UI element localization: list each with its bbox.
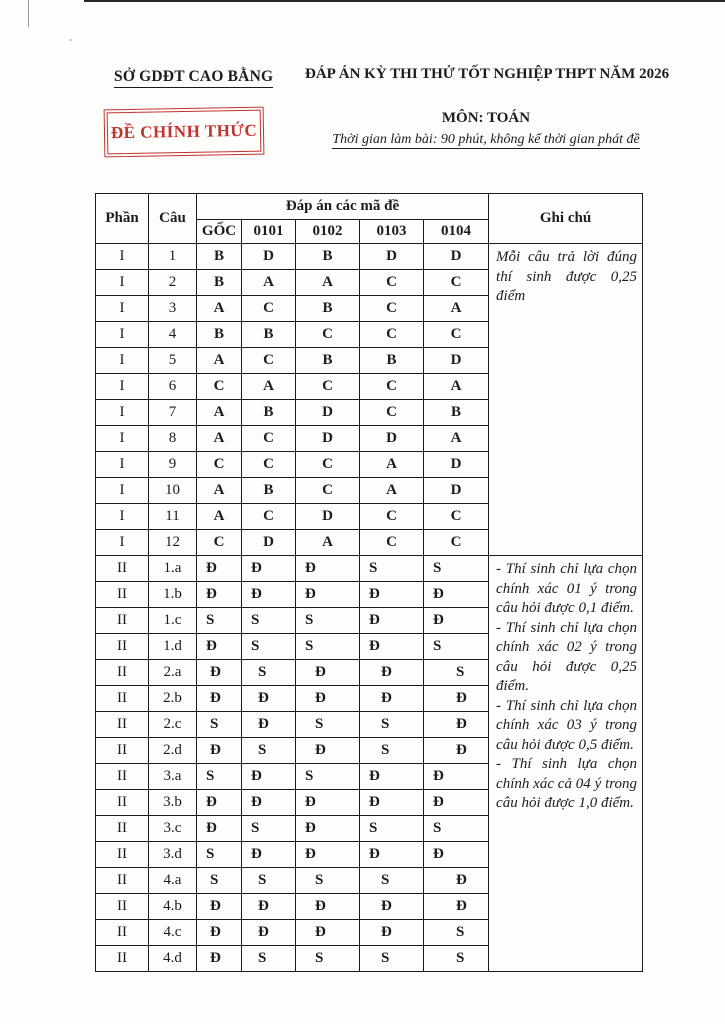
- answer-cell: A: [197, 348, 242, 374]
- part-cell: I: [96, 530, 149, 556]
- part-cell: II: [96, 868, 149, 894]
- answer-cell: A: [296, 530, 360, 556]
- answer-cell: B: [242, 478, 296, 504]
- answer-cell: Đ: [296, 790, 360, 816]
- answer-cell: C: [296, 322, 360, 348]
- answer-cell: S: [424, 920, 489, 946]
- grading-note-part1: [489, 244, 643, 556]
- answer-cell: Đ: [242, 790, 296, 816]
- answer-cell: C: [424, 322, 489, 348]
- col-header-phan: Phần: [96, 194, 149, 244]
- answer-cell: Đ: [296, 842, 360, 868]
- answer-cell: S: [360, 712, 424, 738]
- answer-cell: Đ: [242, 764, 296, 790]
- question-cell: 9: [149, 452, 197, 478]
- answer-cell: A: [242, 270, 296, 296]
- answer-cell: Đ: [296, 816, 360, 842]
- answer-cell: S: [197, 764, 242, 790]
- part-cell: I: [96, 374, 149, 400]
- answer-cell: Đ: [424, 842, 489, 868]
- answer-cell: C: [360, 374, 424, 400]
- answer-cell: C: [242, 452, 296, 478]
- question-cell: 7: [149, 400, 197, 426]
- answer-cell: C: [424, 504, 489, 530]
- answer-cell: S: [296, 764, 360, 790]
- answer-cell: C: [296, 452, 360, 478]
- answer-table-head: [96, 194, 643, 244]
- answer-cell: S: [197, 608, 242, 634]
- answer-cell: Đ: [360, 608, 424, 634]
- part-cell: II: [96, 764, 149, 790]
- part-cell: II: [96, 738, 149, 764]
- part-cell: II: [96, 608, 149, 634]
- col-header-group: Đáp án các mã đề: [197, 194, 489, 220]
- question-cell: 2.b: [149, 686, 197, 712]
- answer-cell: B: [296, 244, 360, 270]
- answer-cell: C: [242, 296, 296, 322]
- answer-cell: S: [242, 816, 296, 842]
- answer-cell: B: [197, 244, 242, 270]
- answer-cell: S: [197, 712, 242, 738]
- answer-cell: S: [296, 634, 360, 660]
- answer-cell: C: [360, 400, 424, 426]
- answer-cell: S: [424, 816, 489, 842]
- answer-cell: Đ: [296, 738, 360, 764]
- col-header-ghichu: Ghi chú: [489, 194, 643, 244]
- scan-artifact-left-line: [28, 0, 29, 27]
- grading-note-part1-text: Mỗi câu trả lời đúng thí sinh được 0,25 điểm: [496, 249, 638, 304]
- answer-cell: Đ: [296, 920, 360, 946]
- grading-note-item: - Thí sinh lựa chọn chính xác cả 04 ý trong câu hỏi được 1,0 điểm.: [496, 756, 638, 811]
- question-cell: 3.d: [149, 842, 197, 868]
- answer-cell: S: [242, 660, 296, 686]
- part-cell: II: [96, 790, 149, 816]
- answer-cell: A: [242, 374, 296, 400]
- answer-cell: D: [424, 452, 489, 478]
- answer-cell: Đ: [197, 738, 242, 764]
- question-cell: 4.d: [149, 946, 197, 972]
- answer-cell: C: [242, 426, 296, 452]
- answer-cell: A: [360, 452, 424, 478]
- answer-cell: C: [360, 270, 424, 296]
- part-cell: II: [96, 946, 149, 972]
- part-cell: II: [96, 842, 149, 868]
- answer-cell: Đ: [242, 894, 296, 920]
- answer-cell: S: [296, 608, 360, 634]
- answer-cell: C: [296, 374, 360, 400]
- answer-cell: Đ: [360, 686, 424, 712]
- part-cell: I: [96, 348, 149, 374]
- answer-cell: D: [360, 244, 424, 270]
- org-name-text: SỞ GDĐT CAO BẰNG: [114, 68, 273, 88]
- question-cell: 10: [149, 478, 197, 504]
- duration-line: [305, 132, 667, 148]
- question-cell: 5: [149, 348, 197, 374]
- question-cell: 4.b: [149, 894, 197, 920]
- answer-cell: C: [197, 530, 242, 556]
- col-header-code-0104: 0104: [424, 220, 489, 244]
- answer-cell: Đ: [197, 816, 242, 842]
- scan-artifact-speck: [69, 39, 72, 41]
- subject-line: MÔN: TOÁN: [441, 110, 531, 126]
- part-cell: II: [96, 894, 149, 920]
- answer-cell: S: [360, 868, 424, 894]
- answer-cell: Đ: [197, 790, 242, 816]
- answer-cell: D: [360, 426, 424, 452]
- part-cell: I: [96, 270, 149, 296]
- answer-cell: Đ: [242, 686, 296, 712]
- answer-cell: D: [242, 530, 296, 556]
- answer-table-body: [96, 244, 643, 972]
- answer-cell: A: [197, 400, 242, 426]
- answer-cell: A: [424, 374, 489, 400]
- question-cell: 2.d: [149, 738, 197, 764]
- scan-artifact-top-line: [84, 0, 725, 2]
- answer-cell: Đ: [197, 946, 242, 972]
- answer-cell: S: [424, 946, 489, 972]
- answer-cell: S: [360, 946, 424, 972]
- document-title: ĐÁP ÁN KỲ THI THỬ TỐT NGHIỆP THPT NĂM 2026: [305, 66, 670, 82]
- answer-cell: A: [197, 504, 242, 530]
- answer-cell: S: [360, 816, 424, 842]
- question-cell: 1.d: [149, 634, 197, 660]
- answer-cell: B: [360, 348, 424, 374]
- answer-cell: Đ: [197, 686, 242, 712]
- answer-cell: Đ: [242, 920, 296, 946]
- answer-cell: C: [197, 374, 242, 400]
- answer-cell: Đ: [242, 556, 296, 582]
- answer-cell: D: [296, 400, 360, 426]
- question-cell: 1: [149, 244, 197, 270]
- part-cell: II: [96, 556, 149, 582]
- answer-cell: S: [242, 868, 296, 894]
- question-cell: 1.c: [149, 608, 197, 634]
- col-header-code-0101: 0101: [242, 220, 296, 244]
- answer-cell: B: [424, 400, 489, 426]
- question-cell: 3.a: [149, 764, 197, 790]
- part-cell: II: [96, 660, 149, 686]
- answer-cell: A: [197, 296, 242, 322]
- answer-cell: Đ: [296, 582, 360, 608]
- answer-cell: B: [296, 296, 360, 322]
- answer-cell: D: [424, 244, 489, 270]
- question-cell: 1.a: [149, 556, 197, 582]
- question-cell: 1.b: [149, 582, 197, 608]
- answer-cell: Đ: [424, 738, 489, 764]
- question-cell: 3.b: [149, 790, 197, 816]
- part-cell: I: [96, 296, 149, 322]
- answer-cell: Đ: [197, 660, 242, 686]
- answer-cell: B: [242, 322, 296, 348]
- answer-cell: Đ: [197, 634, 242, 660]
- answer-cell: S: [197, 842, 242, 868]
- answer-cell: Đ: [242, 582, 296, 608]
- answer-cell: A: [197, 426, 242, 452]
- answer-key-table: [95, 193, 643, 972]
- table-row: [96, 244, 643, 270]
- answer-cell: S: [296, 712, 360, 738]
- answer-cell: S: [296, 946, 360, 972]
- part-cell: I: [96, 504, 149, 530]
- answer-cell: Đ: [360, 634, 424, 660]
- official-exam-stamp: ĐỀ CHÍNH THỨC: [104, 107, 265, 158]
- answer-cell: Đ: [197, 920, 242, 946]
- answer-cell: S: [242, 946, 296, 972]
- answer-cell: S: [424, 556, 489, 582]
- org-name: [114, 68, 273, 86]
- answer-cell: C: [296, 478, 360, 504]
- grading-note-item: - Thí sinh chỉ lựa chọn chính xác 02 ý trong câu hỏi được 0,25 điểm.: [496, 619, 638, 694]
- answer-cell: A: [360, 478, 424, 504]
- answer-cell: B: [242, 400, 296, 426]
- answer-cell: Đ: [360, 920, 424, 946]
- answer-cell: Đ: [360, 582, 424, 608]
- header-row-1: [96, 194, 643, 220]
- col-header-cau: Câu: [149, 194, 197, 244]
- answer-cell: Đ: [360, 790, 424, 816]
- answer-cell: Đ: [424, 712, 489, 738]
- part-cell: II: [96, 634, 149, 660]
- answer-cell: A: [424, 426, 489, 452]
- col-header-code-0103: 0103: [360, 220, 424, 244]
- part-cell: I: [96, 244, 149, 270]
- answer-cell: S: [197, 868, 242, 894]
- answer-cell: D: [424, 478, 489, 504]
- answer-cell: B: [296, 348, 360, 374]
- answer-cell: C: [360, 504, 424, 530]
- part-cell: II: [96, 920, 149, 946]
- answer-cell: C: [360, 296, 424, 322]
- answer-cell: S: [360, 738, 424, 764]
- question-cell: 4.c: [149, 920, 197, 946]
- part-cell: II: [96, 582, 149, 608]
- answer-cell: Đ: [424, 608, 489, 634]
- answer-cell: B: [197, 322, 242, 348]
- answer-cell: Đ: [242, 842, 296, 868]
- question-cell: 2: [149, 270, 197, 296]
- part-cell: II: [96, 712, 149, 738]
- answer-cell: B: [197, 270, 242, 296]
- answer-cell: S: [242, 608, 296, 634]
- grading-note-part2: [489, 556, 643, 972]
- grading-note-item: - Thí sinh chỉ lựa chọn chính xác 01 ý trong câu hỏi được 0,1 điểm.: [496, 561, 638, 616]
- answer-cell: Đ: [242, 712, 296, 738]
- question-cell: 2.a: [149, 660, 197, 686]
- answer-cell: C: [360, 530, 424, 556]
- question-cell: 8: [149, 426, 197, 452]
- question-cell: 3.c: [149, 816, 197, 842]
- answer-cell: C: [197, 452, 242, 478]
- answer-cell: Đ: [360, 842, 424, 868]
- answer-cell: Đ: [424, 686, 489, 712]
- question-cell: 4: [149, 322, 197, 348]
- answer-cell: S: [424, 660, 489, 686]
- table-row: [96, 556, 643, 582]
- answer-cell: Đ: [424, 868, 489, 894]
- question-cell: 4.a: [149, 868, 197, 894]
- answer-cell: C: [360, 322, 424, 348]
- col-header-code-goc: GỐC: [197, 220, 242, 244]
- part-cell: I: [96, 478, 149, 504]
- grading-note-item: - Thí sinh chỉ lựa chọn chính xác 03 ý trong câu hỏi được 0,5 điểm.: [496, 697, 638, 753]
- answer-cell: Đ: [424, 790, 489, 816]
- answer-cell: Đ: [197, 556, 242, 582]
- answer-cell: A: [296, 270, 360, 296]
- duration-line-text: Thời gian làm bài: 90 phút, không kể thời gian phát đề: [332, 132, 640, 147]
- answer-cell: D: [424, 348, 489, 374]
- answer-cell: C: [242, 504, 296, 530]
- answer-cell: Đ: [360, 764, 424, 790]
- question-cell: 12: [149, 530, 197, 556]
- answer-cell: D: [242, 244, 296, 270]
- answer-cell: C: [242, 348, 296, 374]
- part-cell: I: [96, 452, 149, 478]
- answer-cell: Đ: [296, 660, 360, 686]
- col-header-code-0102: 0102: [296, 220, 360, 244]
- part-cell: I: [96, 322, 149, 348]
- answer-cell: Đ: [296, 894, 360, 920]
- answer-cell: Đ: [424, 894, 489, 920]
- question-cell: 3: [149, 296, 197, 322]
- question-cell: 6: [149, 374, 197, 400]
- question-cell: 2.c: [149, 712, 197, 738]
- part-cell: II: [96, 686, 149, 712]
- answer-cell: S: [242, 634, 296, 660]
- part-cell: I: [96, 400, 149, 426]
- question-cell: 11: [149, 504, 197, 530]
- answer-cell: Đ: [197, 582, 242, 608]
- answer-cell: Đ: [424, 582, 489, 608]
- answer-cell: Đ: [424, 764, 489, 790]
- answer-cell: Đ: [296, 556, 360, 582]
- answer-cell: S: [424, 634, 489, 660]
- answer-cell: C: [424, 270, 489, 296]
- answer-cell: Đ: [296, 686, 360, 712]
- answer-cell: S: [296, 868, 360, 894]
- answer-cell: D: [296, 504, 360, 530]
- answer-cell: A: [424, 296, 489, 322]
- answer-cell: Đ: [360, 894, 424, 920]
- answer-cell: S: [360, 556, 424, 582]
- answer-cell: C: [424, 530, 489, 556]
- answer-cell: D: [296, 426, 360, 452]
- answer-cell: Đ: [360, 660, 424, 686]
- answer-cell: A: [197, 478, 242, 504]
- part-cell: II: [96, 816, 149, 842]
- answer-cell: Đ: [197, 894, 242, 920]
- part-cell: I: [96, 426, 149, 452]
- answer-cell: S: [242, 738, 296, 764]
